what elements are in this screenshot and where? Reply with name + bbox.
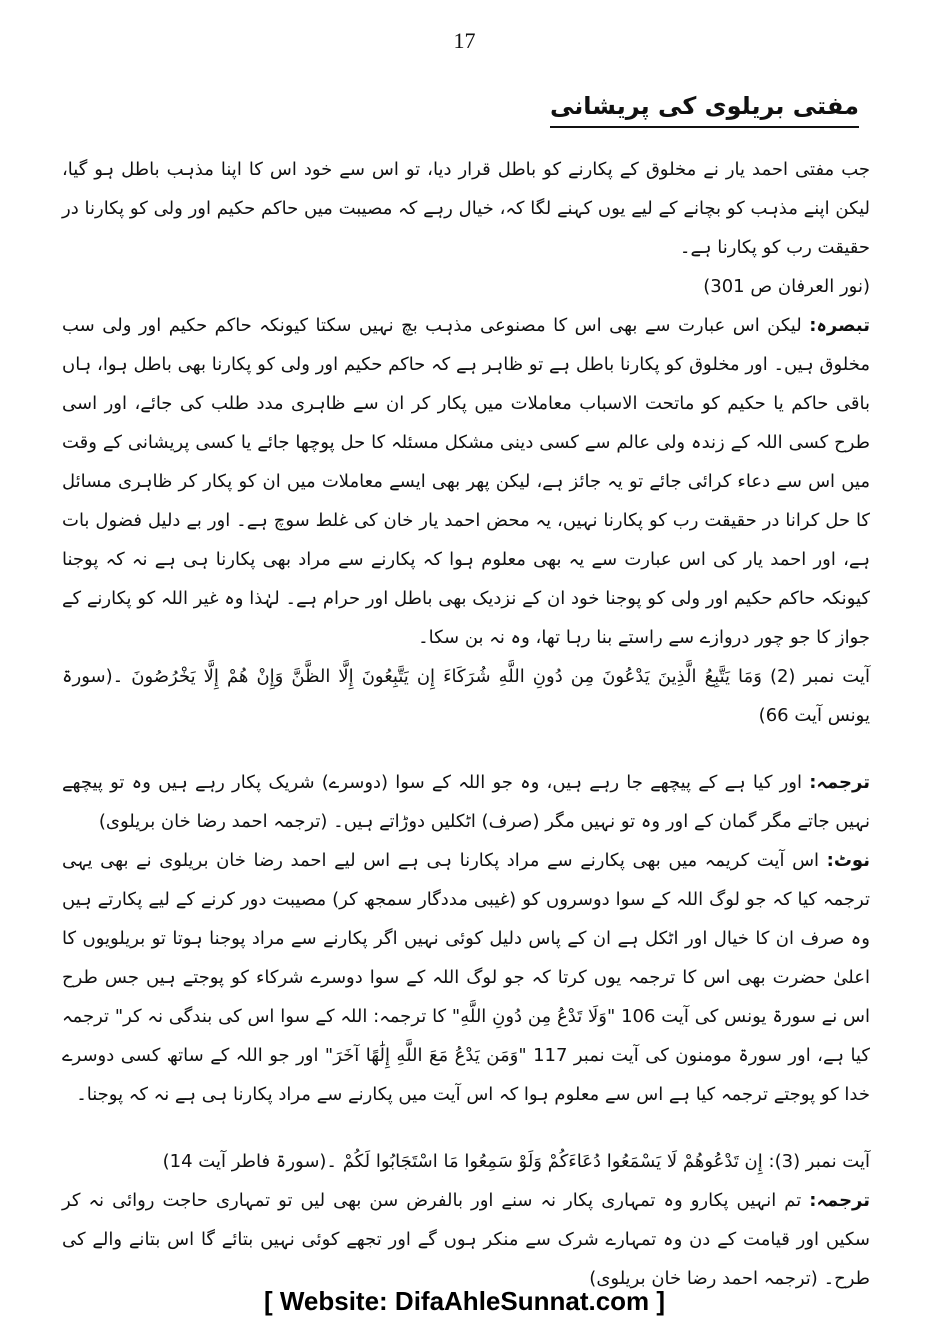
ayat2-paragraph <box>62 657 870 735</box>
page-number: 17 <box>453 28 476 53</box>
tabsira-paragraph <box>62 306 870 657</box>
tabsira-label: تبصرہ: <box>809 315 870 336</box>
website-footer: [ Website: DifaAhleSunnat.com ] <box>263 1286 666 1316</box>
intro-source: (نور العرفان ص 301) <box>703 276 870 297</box>
intro-paragraph <box>62 150 870 306</box>
tarjuma2-label: ترجمہ: <box>809 1190 870 1211</box>
tarjuma1-source: (ترجمہ احمد رضا خان بریلوی) <box>98 811 328 832</box>
note-text: اس آیت کریمہ میں بھی پکارنے سے مراد پکارنا ہی ہے اس لیے احمد رضا خان بریلوی نے بھی یہی ترجمہ کیا کہ جو لوگ اللہ کے سوا دوسروں کو (غیبی مددگار سمجھ کر) مصیبت دور کرنے کے لیے پکارتے ہیں وہ صرف ان کا خیال اور اٹکل ہے ان کے پاس دلیل کوئی نہیں اگر پکارنے سے مراد پوجنا ہوتا تو بریلویوں کا اعلیٰ حضرت بھی اس کا ترجمہ یوں کرتا کہ جو لوگ اللہ کے سوا دوسرے شرکاء کو پوجتے ہیں جس طرح اس نے سورۃ یونس کی آیت 106 "وَلَا تَدْعُ مِن دُونِ اللَّهِ" کا ترجمہ: اللہ کے سوا اس کی بندگی نہ کر" ترجمہ کیا ہے، اور سورۃ مومنون کی آیت نمبر 117 "وَمَن يَدْعُ مَعَ اللَّهِ إِلَٰهًا آخَرَ" اور جو اللہ کے ساتھ کسی دوسرے خدا کو پوجتے ترجمہ کیا ہے اس سے معلوم ہوا کہ اس آیت میں پکارنے سے مراد پکارنا ہی ہے نہ کہ پوجنا۔ <box>62 850 870 1105</box>
tarjuma1-paragraph <box>62 763 870 841</box>
ayat3-paragraph <box>62 1142 870 1181</box>
tarjuma2-paragraph <box>62 1181 870 1298</box>
ayat2-arabic: وَمَا يَتَّبِعُ الَّذِينَ يَدْعُونَ مِن دُونِ اللَّهِ شُرَكَاءَ إِن يَتَّبِعُونَ إِلَّا الظَّنَّ وَإِنْ هُمْ إِلَّا يَخْرُصُونَ <box>131 666 762 687</box>
ayat3-source: ۔(سورۃ فاطر آیت 14) <box>162 1151 337 1172</box>
note-label: نوٹ: <box>826 850 870 871</box>
intro-text: جب مفتی احمد یار نے مخلوق کے پکارنے کو باطل قرار دیا، تو اس سے خود اس کا اپنا مذہب باطل ہو گیا، لیکن اپنے مذہب کو بچانے کے لیے یوں کہنے لگا کہ، خیال رہے کہ مصیبت میں حاکم حکیم اور ولی کو پکارنا در حقیقت رب کو پکارنا ہے۔ <box>62 159 870 258</box>
note-paragraph <box>62 841 870 1114</box>
tarjuma2-text: تم انہیں پکارو وہ تمہاری پکار نہ سنے اور بالفرض سن بھی لیں تو تمہاری حاجت روائی نہ کر سکیں اور قیامت کے دن وہ تمہارے شرک سے منکر ہوں گے اور تجھے کوئی نہیں بتائے گا اس بتانے والے کی طرح۔ <box>62 1190 870 1289</box>
ayat3-label: آیت نمبر (3): <box>768 1151 870 1172</box>
tarjuma1-label: ترجمہ: <box>809 772 870 793</box>
ayat2-source: ۔(سورۃ یونس آیت 66) <box>62 666 870 726</box>
tarjuma2-source: (ترجمہ احمد رضا خان بریلوی) <box>589 1268 818 1289</box>
tabsira-text: لیکن اس عبارت سے بھی اس کا مصنوعی مذہب بچ نہیں سکتا کیونکہ حاکم حکیم اور ولی سب مخلوق ہیں۔ اور مخلوق کو پکارنا باطل ہے تو ظاہر ہے کہ حاکم حکیم اور ولی کو پکارنا بھی باطل ہوا، ہاں باقی حاکم یا حکیم کو ماتحت الاسباب معاملات میں پکار کر ان سے ظاہری مدد طلب کی جائے، اور اسی طرح کسی اللہ کے زندہ ولی عالم سے کسی دینی مشکل مسئلہ کا حل پوچھا جائے یا کسی پریشانی کے وقت میں اس سے دعاء کرائی جائے تو یہ جائز ہے، لیکن پھر بھی ایسے معاملات میں ان کو پکار کر ظاہری مسائل کا حل کرانا در حقیقت رب کو پکارنا نہیں، یہ محض احمد یار خان کی غلط سوچ ہے۔ اور بے دلیل فضول بات ہے، اور احمد یار کی اس عبارت سے یہ بھی معلوم ہوا کہ پکارنے سے مراد بھی پکارنا ہی ہے نہ کہ پوجنا کیونکہ حاکم حکیم اور ولی کو پوجنا خود ان کے نزدیک بھی باطل اور حرام ہے۔ لہٰذا وہ غیر اللہ کو پکارنے کے جواز کا جو چور دروازے سے راستے بنا رہا تھا، وہ نہ بن سکا۔ <box>62 315 870 648</box>
ayat2-label: آیت نمبر (2) <box>769 666 870 687</box>
tarjuma1-text: اور کیا ہے کے پیچھے جا رہے ہیں، وہ جو اللہ کے سوا (دوسرے) شریک پکار رہے ہیں وہ تو پیچھے نہیں جاتے مگر گمان کے اور وہ تو نہیں مگر (صرف) اٹکلیں دوڑاتے ہیں۔ <box>62 772 870 832</box>
ayat3-arabic: إِن تَدْعُوهُمْ لَا يَسْمَعُوا دُعَاءَكُمْ وَلَوْ سَمِعُوا مَا اسْتَجَابُوا لَكُمْ <box>342 1151 763 1172</box>
section-heading: مفتی بریلوی کی پریشانی <box>550 92 859 128</box>
article-body <box>62 150 870 1298</box>
